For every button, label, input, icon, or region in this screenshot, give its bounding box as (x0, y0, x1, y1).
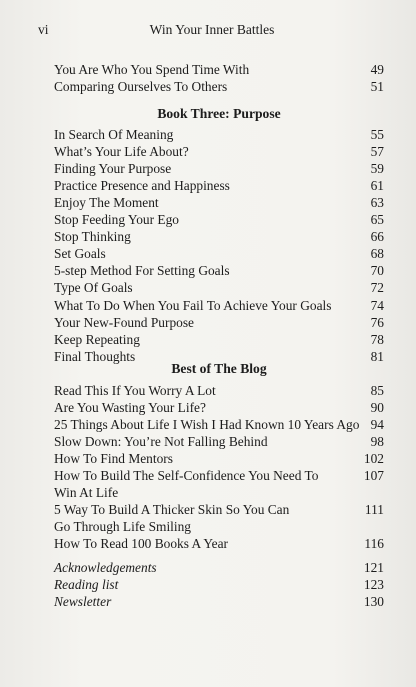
toc-entry (54, 560, 384, 576)
toc-entry-title: Win At Life (54, 485, 119, 501)
toc-entry (54, 280, 384, 296)
toc-entry-page: 74 (370, 297, 384, 313)
toc-entry-page: 70 (370, 263, 384, 279)
toc-entry-page: 68 (370, 246, 384, 262)
toc-entry-page: 72 (370, 280, 384, 296)
toc-entry-title: Go Through Life Smiling (54, 519, 191, 535)
toc-entry-page: 63 (370, 195, 384, 211)
toc-entry-page: 76 (370, 314, 384, 330)
toc-entry-page: 49 (370, 62, 384, 77)
toc-entry (54, 468, 384, 484)
toc-entry-page: 66 (370, 229, 384, 245)
toc-entry-title: Reading list (54, 577, 119, 592)
toc-entry-title: Slow Down: You’re Not Falling Behind (54, 434, 268, 450)
toc-entry (54, 417, 384, 433)
toc-entry-page: 65 (370, 212, 384, 228)
toc-entry-page: 123 (363, 577, 384, 592)
toc-entry-title: 5 Way To Build A Thicker Skin So You Can (54, 502, 290, 518)
toc-entry-page: 130 (363, 594, 384, 609)
toc-entry-title: Stop Feeding Your Ego (54, 212, 179, 228)
toc-entry-title: Read This If You Worry A Lot (54, 383, 216, 398)
toc-entry (54, 195, 384, 211)
toc-entry-page: 98 (370, 434, 384, 450)
toc-entry (54, 519, 384, 535)
toc-entry-page: 51 (370, 79, 384, 94)
toc-entry-page: 90 (370, 400, 384, 416)
toc-entry (54, 315, 384, 331)
toc-entry-title: What To Do When You Fail To Achieve Your Goals (54, 297, 332, 313)
toc-entry-title: Type Of Goals (54, 280, 133, 296)
toc-entry (54, 383, 384, 399)
toc-entry-title: Comparing Ourselves To Others (54, 79, 228, 94)
toc-entry (54, 502, 384, 518)
toc-entry-title: Final Thoughts (54, 348, 136, 364)
toc-entry (54, 263, 384, 279)
toc-entry (54, 127, 384, 143)
toc-entry-title: Stop Thinking (54, 229, 131, 245)
toc-entry-page: 107 (363, 468, 384, 484)
toc-entry (54, 451, 384, 467)
toc-entry-title: 25 Things About Life I Wish I Had Known 10 Years Ago (54, 417, 360, 433)
toc-entry (54, 594, 384, 610)
toc-entry (54, 332, 384, 348)
toc-entry (54, 79, 384, 95)
toc-entry-title: You Are Who You Spend Time With (54, 62, 250, 77)
toc-entry-title: Acknowledgements (54, 560, 157, 575)
page-number: vi (38, 22, 49, 37)
toc-entry-title: Newsletter (54, 594, 112, 609)
toc-entry-title: Your New-Found Purpose (54, 314, 194, 330)
toc-entry-page: 85 (370, 383, 384, 398)
toc-entry-title: Enjoy The Moment (54, 195, 159, 211)
toc-entry-title: Are You Wasting Your Life? (54, 400, 206, 416)
toc-entry (54, 485, 384, 501)
running-header (38, 22, 386, 40)
toc-entry (54, 212, 384, 228)
toc-entry-page: 116 (364, 536, 384, 552)
book-title: Win Your Inner Battles (149, 22, 275, 37)
toc-entry-title: Keep Repeating (54, 331, 140, 347)
toc-entry-title: How To Build The Self-Confidence You Need To (54, 468, 319, 484)
toc-entry-page: 59 (370, 161, 384, 177)
toc-entry-title: 5-step Method For Setting Goals (54, 263, 230, 279)
toc-entry-page: 102 (363, 451, 384, 467)
toc-entry-page: 81 (370, 348, 384, 364)
toc-entry-page: 55 (370, 127, 384, 142)
toc-entry (54, 62, 384, 78)
toc-entry-page: 111 (364, 502, 384, 518)
toc-entry-title: How To Read 100 Books A Year (54, 536, 229, 552)
toc-entry-page: 121 (363, 560, 384, 575)
toc-entry-title: Finding Your Purpose (54, 161, 172, 177)
toc-entry-title: In Search Of Meaning (54, 127, 174, 142)
toc-entry-title: How To Find Mentors (54, 451, 173, 467)
toc-entry (54, 246, 384, 262)
toc-entry (54, 178, 384, 194)
section-heading: Best of The Blog (171, 361, 267, 376)
toc-entry (54, 434, 384, 450)
toc-entry-page: 78 (370, 331, 384, 347)
toc-entry (54, 161, 384, 177)
toc-entry (54, 229, 384, 245)
toc-entry-page: 94 (370, 417, 384, 433)
toc-entry-title: Practice Presence and Happiness (54, 178, 230, 194)
section-heading: Book Three: Purpose (157, 106, 281, 121)
toc-entry-title: Set Goals (54, 246, 106, 262)
toc-entry-page: 61 (370, 178, 384, 194)
toc-entry (54, 577, 384, 593)
toc-entry (54, 536, 384, 552)
toc-entry-title: What’s Your Life About? (54, 144, 189, 160)
toc-entry (54, 144, 384, 160)
toc-entry (54, 298, 384, 314)
toc-entry (54, 400, 384, 416)
toc-entry-page: 57 (370, 144, 384, 160)
